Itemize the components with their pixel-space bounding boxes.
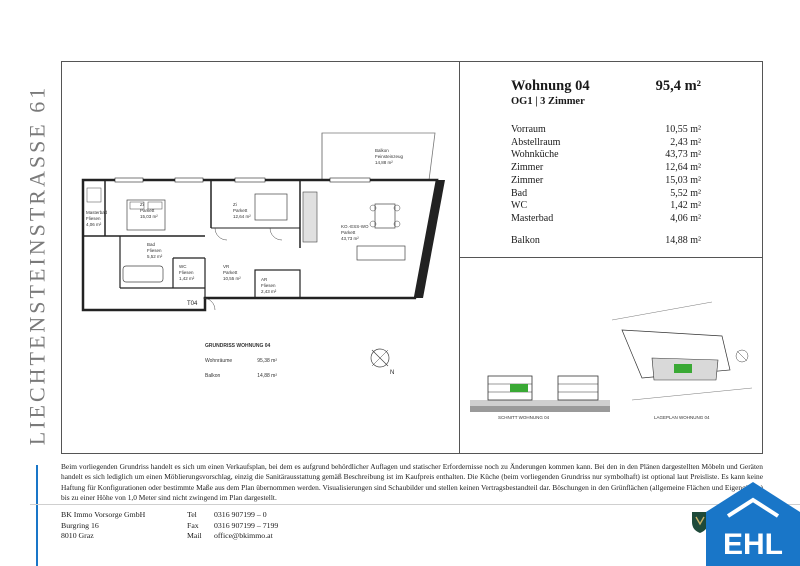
label-ar: AR xyxy=(261,277,268,282)
contact-row xyxy=(187,531,278,542)
room-row xyxy=(511,175,701,188)
contact-label: Fax xyxy=(187,520,199,530)
room-area: 12,64 m² xyxy=(665,162,701,174)
company-street: Burgring 16 xyxy=(61,520,99,530)
label-vr-floor: Parkett xyxy=(223,270,238,275)
label-balkon-area: 14,88 m² xyxy=(375,160,393,165)
label-kochen: KO.-ESS-WO xyxy=(341,224,369,229)
label-wc: WC xyxy=(179,264,187,269)
label-zi2-area: 12,64 m² xyxy=(233,214,251,219)
contact-email[interactable]: office@bkimmo.at xyxy=(214,531,273,540)
room-name: WC xyxy=(511,200,528,212)
section-caption: SCHNITT WOHNUNG 04 xyxy=(498,415,550,420)
unit-info xyxy=(511,78,701,247)
room-list xyxy=(511,124,701,247)
label-vr: VR xyxy=(223,264,230,269)
unit-name: Wohnung 04 xyxy=(511,78,590,94)
room-row xyxy=(511,149,701,162)
label-vr-area: 10,55 m² xyxy=(223,276,241,281)
siteplan-caption: LAGEPLAN WOHNUNG 04 xyxy=(654,415,710,420)
accent-line xyxy=(36,465,38,566)
label-zi1-area: 15,03 m² xyxy=(140,214,158,219)
label-masterbad-area: 4,06 m² xyxy=(86,222,102,227)
legend-row xyxy=(205,358,277,364)
room-row xyxy=(511,200,701,213)
room-row xyxy=(511,188,701,201)
label-wc-floor: Fliesen xyxy=(179,270,194,275)
label-kochen-area: 43,73 m² xyxy=(341,236,359,241)
north-arrow-icon xyxy=(366,342,400,376)
street-title-text: LIECHTENSTEINSTRASSE 61 xyxy=(24,84,49,446)
room-area: 5,52 m² xyxy=(670,187,701,199)
room-row xyxy=(511,162,701,175)
legend-value: 14,88 m² xyxy=(257,373,277,379)
site-plan xyxy=(612,300,757,415)
label-bad-floor: Fliesen xyxy=(147,248,162,253)
unit-area: 95,4 m² xyxy=(655,78,701,94)
label-balkon: Balkon xyxy=(375,148,389,153)
balcony-name: Balkon xyxy=(511,234,540,246)
contact-label: Mail xyxy=(187,531,202,540)
label-zi1-floor: Parkett xyxy=(140,208,155,213)
contact-value[interactable]: 0316 907199 – 7199 xyxy=(214,520,279,530)
label-masterbad-floor: Fliesen xyxy=(86,216,101,221)
room-name: Zimmer xyxy=(511,162,544,174)
room-area: 43,73 m² xyxy=(665,149,701,161)
contact-block xyxy=(187,510,278,542)
room-row xyxy=(511,137,701,150)
ehl-logo-text: EHL xyxy=(723,528,783,561)
room-name: Masterbad xyxy=(511,212,554,224)
label-ar-floor: Fliesen xyxy=(261,283,276,288)
contact-row xyxy=(187,510,278,521)
north-label: N xyxy=(390,370,395,376)
label-door: T04 xyxy=(187,301,198,307)
legend-label: Wohnräume xyxy=(205,358,233,364)
room-name: Vorraum xyxy=(511,124,546,135)
room-area: 2,43 m² xyxy=(670,136,701,148)
room-area: 15,03 m² xyxy=(665,174,701,186)
label-zi2: Zi xyxy=(233,202,237,207)
company-name: BK Immo Vorsorge GmbH xyxy=(61,510,146,519)
contact-value[interactable]: 0316 907199 – 0 xyxy=(214,510,267,519)
footer-divider xyxy=(30,504,800,505)
street-title xyxy=(22,70,52,460)
label-bad-area: 5,52 m² xyxy=(147,254,163,259)
contact-label: Tel xyxy=(187,510,197,519)
ehl-logo xyxy=(706,482,800,566)
unit-subtitle: OG1 | 3 Zimmer xyxy=(511,96,585,107)
legend-label: Balkon xyxy=(205,373,221,379)
plan-legend xyxy=(205,343,277,388)
company-address xyxy=(61,510,145,542)
room-area: 4,06 m² xyxy=(670,212,701,224)
label-balkon-floor: Feinsteinzeug xyxy=(375,154,404,159)
contact-row xyxy=(187,521,278,532)
floor-plan xyxy=(75,128,450,318)
company-city: 8010 Graz xyxy=(61,531,94,540)
room-row xyxy=(511,213,701,226)
legend-value: 95,38 m² xyxy=(257,358,277,364)
frame-divider-horizontal xyxy=(459,257,763,258)
label-zi2-floor: Parkett xyxy=(233,208,248,213)
room-area: 10,55 m² xyxy=(665,124,701,135)
room-name: Zimmer xyxy=(511,174,544,186)
room-name: Abstellraum xyxy=(511,136,561,148)
balcony-row xyxy=(511,235,701,248)
disclaimer-text: Beim vorliegenden Grundriss handelt es sich um einen Verkaufsplan, bei dem es aufgrund behördlicher Auflagen und statischer Erfordernisse noch zu Änderungen kommen kann. Bei den in den Plänen dargestellten Möbeln und Geräten handelt es sich lediglich um einen Möblierungsvorschlag, einzig die Sanitärausstattung gemäß Beschreibung ist im Kaufpreis enthalten. Die Küche (beim vorliegenden Grundriss nur symbolhaft) ist optional laut Preisliste. Es kann keine Haftung für Konfigurationen oder bestimmte Maße aus dem Plan übernommen werden. Visualisierungen sind Schaubilder und stellen keinen Vertragsbestandteil dar. Böschungen in den Grünflächen (allgemeine Flächen und Eigengärten) bis zu einer Höhe von 1,0 Meter sind nicht zwingend im Plan dargestellt. xyxy=(61,462,763,502)
balcony-area: 14,88 m² xyxy=(665,234,701,246)
label-zi1: Zi xyxy=(140,202,144,207)
legend-row xyxy=(205,373,277,379)
room-name: Bad xyxy=(511,187,528,199)
label-wc-area: 1,42 m² xyxy=(179,276,195,281)
label-masterbad: Masterbad xyxy=(86,210,108,215)
room-area: 1,42 m² xyxy=(670,200,701,212)
room-name: Wohnküche xyxy=(511,149,559,161)
legend-title: GRUNDRISS WOHNUNG 04 xyxy=(205,343,271,349)
label-bad: Bad xyxy=(147,242,156,247)
section-drawing xyxy=(470,360,610,420)
label-ar-area: 2,43 m² xyxy=(261,289,277,294)
label-kochen-floor: Parkett xyxy=(341,230,356,235)
room-row xyxy=(511,124,701,137)
